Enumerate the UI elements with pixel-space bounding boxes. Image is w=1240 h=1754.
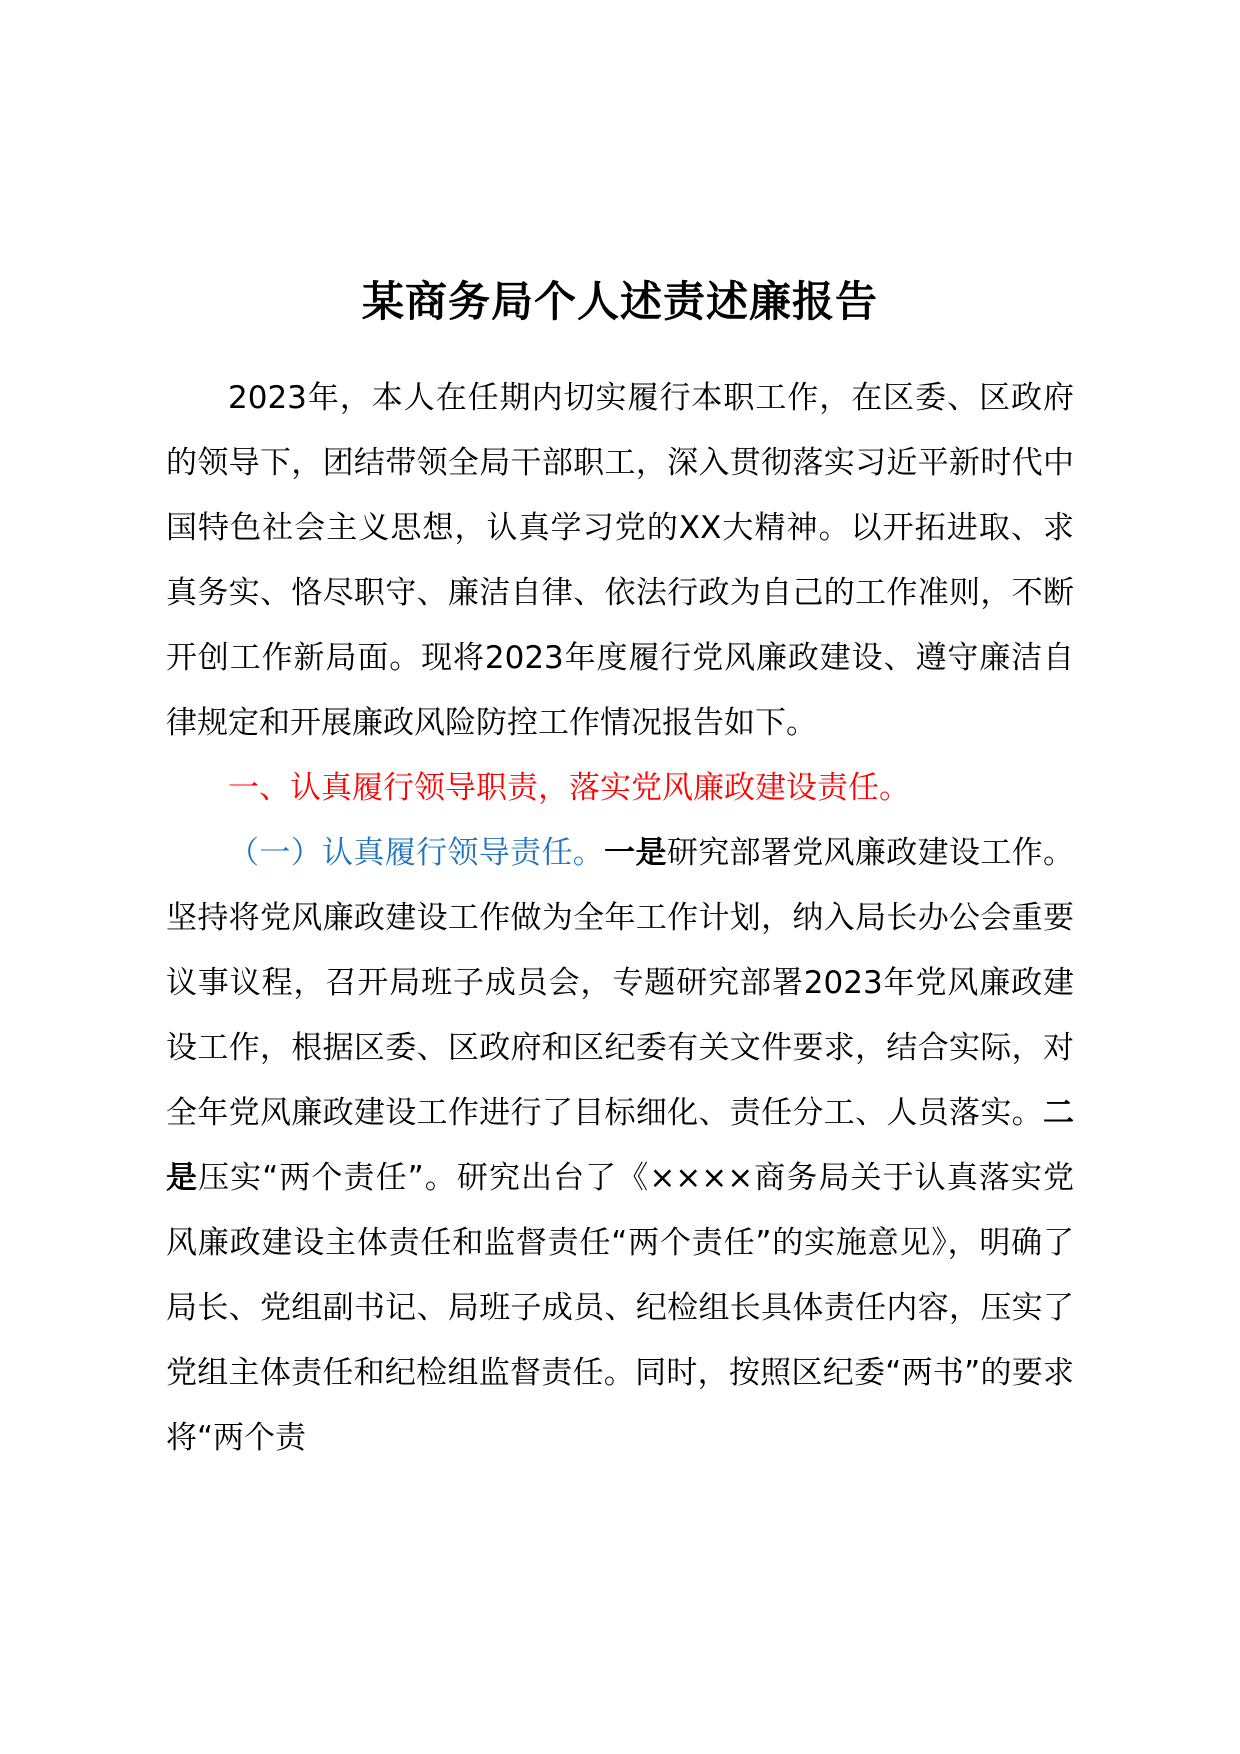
point-text-2: 压实“两个责任”。研究出台了《××××商务局关于认真落实党风廉政建设主体责任和监督责任“两个责任”的实施意见》，明确了局长、党组副书记、局班子成员、纪检组长具体责任内容，压实了党组主体责任和纪检组监督责任。同时，按照区纪委“两书”的要求将“两个责	[166, 1160, 1074, 1456]
section-heading-1: 一、认真履行领导职责，落实党风廉政建设责任。	[228, 770, 910, 806]
point-marker-2: 二是	[166, 1095, 1074, 1196]
point-marker-1: 一是	[604, 835, 667, 871]
document-title: 某商务局个人述责述廉报告	[361, 277, 878, 326]
subsection-heading-1: （一）认真履行领导责任。	[228, 835, 605, 871]
document-body	[166, 366, 1074, 1471]
point-text-1: 研究部署党风廉政建设工作。坚持将党风廉政建设工作做为全年工作计划，纳入局长办公会重要议事议程，召开局班子成员会，专题研究部署2023年党风廉政建设工作，根据区委、区政府和区纪委有关文件要求，结合实际，对全年党风廉政建设工作进行了目标细化、责任分工、人员落实。	[166, 835, 1075, 1131]
subsection-paragraph-1	[166, 821, 1074, 1471]
intro-paragraph: 2023年，本人在任期内切实履行本职工作，在区委、区政府的领导下，团结带领全局干部职工，深入贯彻落实习近平新时代中国特色社会主义思想，认真学习党的XX大精神。以开拓进取、求真务实、恪尽职守、廉洁自律、依法行政为自己的工作准则，不断开创工作新局面。现将2023年度履行党风廉政建设、遵守廉洁自律规定和开展廉政风险防控工作情况报告如下。	[166, 380, 1074, 741]
